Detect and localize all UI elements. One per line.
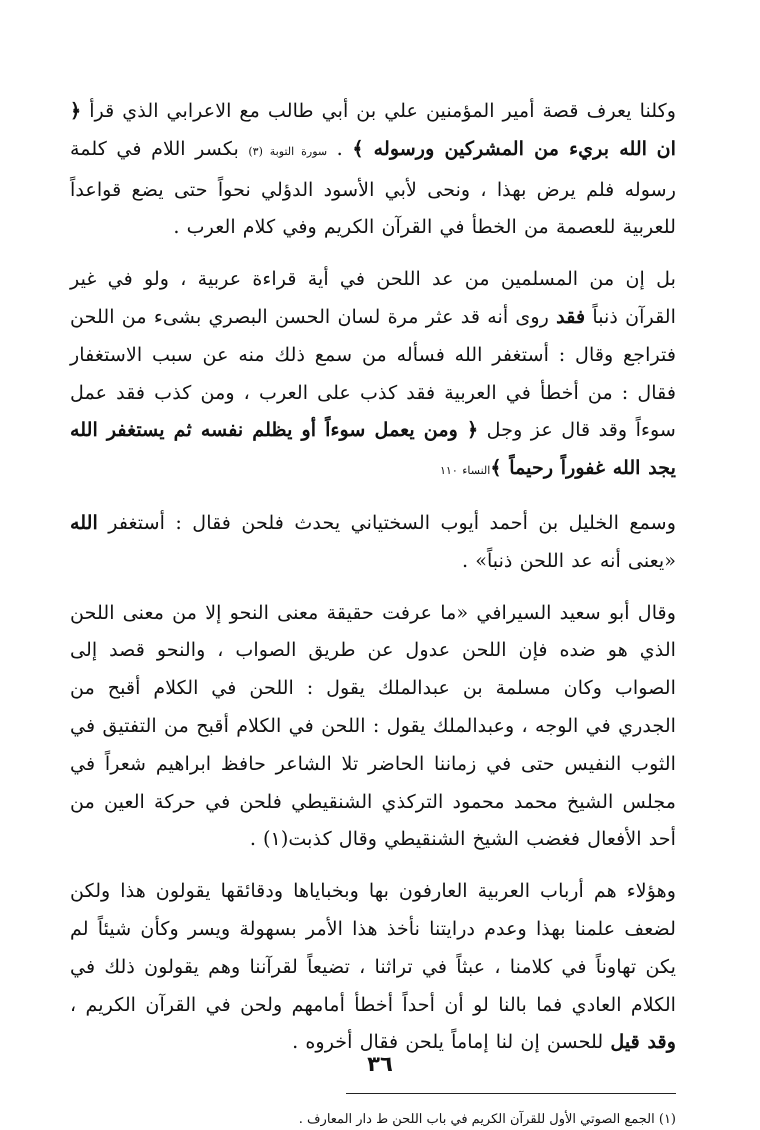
text-run: «يعنى أنه عد اللحن ذنباً» .: [462, 548, 676, 572]
text-run: وقال أبو سعيد السيرافي «ما عرفت حقيقة معنى النحو إلا من معنى اللحن: [70, 600, 676, 624]
text-run: .: [327, 136, 353, 160]
body-text: [70, 92, 676, 1061]
text-run: محمد محمود التركذي الشنقيطي فلحن في حركة العين من أحد الأفعال فغضب: [70, 789, 676, 851]
paragraph: [70, 594, 676, 859]
paragraph: [70, 872, 676, 1061]
text-run: من الخطأ في القرآن الكريم وفي كلام العرب .: [173, 215, 549, 239]
footnote-separator: [346, 1093, 676, 1094]
verse-reference: النساء ١١٠: [440, 464, 491, 478]
text-run: للحسن إن لنا إماماً يلحن فقال أخروه .: [292, 1030, 604, 1054]
text-run: تهاوناً في كلامنا ، عبثاً في تراثنا ، تضيعاً لقرآننا وهم يقولون ذلك في الكلام: [70, 954, 676, 1016]
emphasis-text: الله: [70, 510, 98, 534]
paragraph: [70, 92, 676, 246]
paragraph: [70, 260, 676, 490]
text-run: النفيس حتى في زماننا الحاضر تلا الشاعر حافظ ابراهيم شعراً في مجلس الشيخ: [70, 751, 676, 813]
emphasis-text: ﴿ ومن يعمل سوءاً أو يظلم نفسه ثم يستغفر الله يجد الله غفوراً رحيماً ﴾: [70, 418, 676, 480]
text-run: يرض بهذا ، ونحى لأبي الأسود الدؤلي نحواً حتى يضع قواعداً للعربية للعصمة: [70, 177, 676, 239]
text-run: في الوجه ، وعبدالملك يقول : اللحن في الكلام أقبح من التفتيق في الثوب: [70, 713, 676, 775]
text-run: العادي فما بالنا لو أن أحداً أخطأ أمامهم ولحن في القرآن الكريم ،: [70, 992, 622, 1016]
text-run: أستغفر الله فسأله من سمع ذلك منه عن سبب الاستغفار فقال : من أخطأ في: [70, 342, 676, 404]
page-number: ٣٦: [367, 1052, 393, 1076]
emphasis-text: الله بريء من المشركين ورسوله ﴾: [352, 136, 648, 160]
text-run: الذي هو ضده فإن اللحن عدول عن طريق الصواب ، والنحو قصد إلى: [70, 638, 676, 662]
text-run: بكسر اللام في كلمة رسوله فلم: [70, 136, 676, 201]
text-run: العربية فقد كذب على العرب ، ومن كذب فقد عمل سوءاً وقد قال عز وجل: [70, 380, 676, 442]
verse-reference: سورة التوبة (٣): [248, 144, 328, 158]
emphasis-text: ﴿ ان: [70, 99, 676, 160]
footnote: (١) الجمع الصوتي الأول للقرآن الكريم في باب اللحن ط دار المعارف .: [298, 1112, 676, 1128]
text-run: الشيخ الشنقيطي وقال كذبت(١) .: [249, 827, 520, 851]
emphasis-text: فقد: [556, 304, 586, 328]
text-run: الصواب وكان مسلمة بن عبدالملك يقول : اللحن في الكلام أقبح من الجدري: [70, 676, 676, 737]
text-run: لضعف علمنا بهذا وعدم درايتنا نأخذ هذا الأمر بسهولة ويسر وكأن شيئاً لم يكن: [70, 916, 676, 978]
text-run: وكلنا يعرف قصة أمير المؤمنين علي بن أبي طالب مع الاعرابي الذي قرأ: [81, 99, 676, 122]
emphasis-text: وقد قيل: [610, 1030, 676, 1054]
paragraph: [70, 504, 676, 580]
text-run: وسمع الخليل بن أحمد أيوب السختياني يحدث فلحن فقال : أستغفر: [97, 510, 676, 534]
text-run: بل إن من المسلمين من عد اللحن في أية قراءة عربية ، ولو في غير القرآن ذنباً: [70, 267, 676, 328]
text-run: وهؤلاء هم أرباب العربية العارفون بها وبخباياها ودقائقها يقولون هذا ولكن: [70, 879, 676, 903]
text-run: روى أنه قد عثر مرة لسان الحسن البصري بشىء من اللحن فتراجع وقال :: [70, 304, 676, 366]
